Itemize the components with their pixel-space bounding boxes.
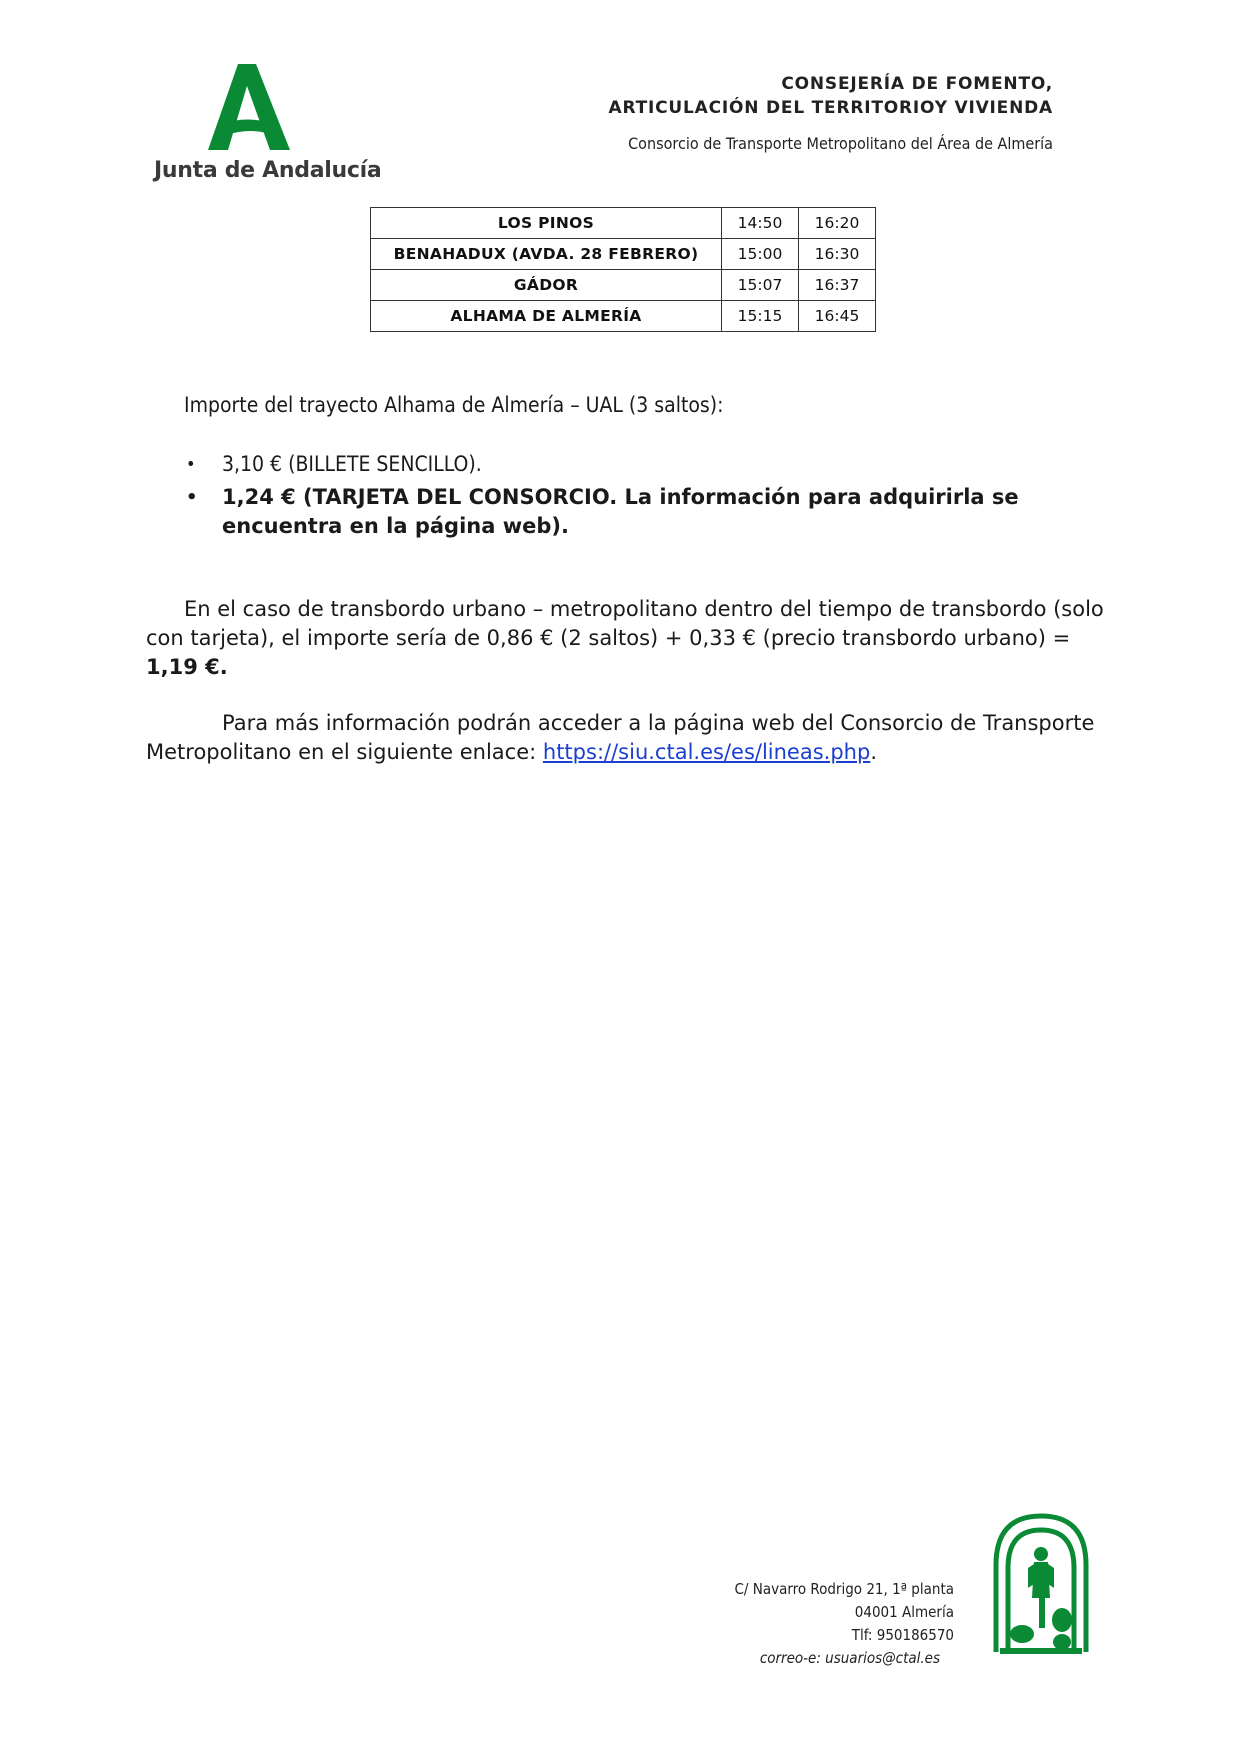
- andalucia-a-icon: [200, 64, 300, 154]
- address-line-2: 04001 Almería: [854, 1603, 954, 1621]
- list-item: [186, 483, 1066, 541]
- stop-name: BENAHADUX (AVDA. 28 FEBRERO): [371, 239, 722, 270]
- transfer-total: 1,19 €.: [146, 655, 228, 679]
- more-info-paragraph: [146, 709, 1126, 767]
- departure-time: 14:50: [722, 208, 799, 239]
- footer-address: [735, 1578, 955, 1670]
- departure-time: 15:07: [722, 270, 799, 301]
- table-row: [371, 208, 876, 239]
- more-info-text: Para más información podrán acceder a la página web del Consorcio de Transporte Metropolitano en el siguiente enlace:: [146, 711, 1095, 764]
- bullet-icon: •: [186, 487, 198, 508]
- timetable: [370, 207, 876, 332]
- stop-name: ALHAMA DE ALMERÍA: [371, 301, 722, 332]
- table-row: [371, 239, 876, 270]
- table-row: [371, 301, 876, 332]
- transfer-text: En el caso de transbordo urbano – metropolitano dentro del tiempo de transbordo (solo con tarjeta), el importe sería de 0,86 € (2 saltos) + 0,33 € (precio transbordo urbano) =: [146, 597, 1104, 650]
- transfer-paragraph: [146, 595, 1126, 682]
- fare-list: [186, 450, 1066, 541]
- address-line-1: C/ Navarro Rodrigo 21, 1ª planta: [734, 1580, 954, 1598]
- bullet-icon: •: [186, 454, 196, 475]
- header-line-3: Consorcio de Transporte Metropolitano del Área de Almería: [628, 134, 1053, 153]
- fare-intro: Importe del trayecto Alhama de Almería – UAL (3 saltos):: [184, 393, 724, 417]
- header-institution: [609, 72, 1053, 153]
- list-item: [186, 450, 1066, 479]
- table-row: [371, 270, 876, 301]
- fare-single-ticket: 3,10 € (BILLETE SENCILLO).: [222, 452, 482, 476]
- email: correo-e: usuarios@ctal.es: [759, 1649, 940, 1667]
- lines-link[interactable]: https://siu.ctal.es/es/lineas.php: [542, 740, 871, 764]
- departure-time: 15:15: [722, 301, 799, 332]
- fare-consortium-card: 1,24 € (TARJETA DEL CONSORCIO. La información para adquirirla se encuentra en la página web).: [222, 485, 1019, 538]
- departure-time: 15:00: [722, 239, 799, 270]
- stop-name: LOS PINOS: [371, 208, 722, 239]
- more-info-end: .: [870, 740, 877, 764]
- header-line-2: ARTICULACIÓN DEL TERRITORIOY VIVIENDA: [608, 98, 1053, 118]
- junta-andalucia-logo: [150, 64, 382, 194]
- departure-time: 16:45: [799, 301, 876, 332]
- logo-text: Junta de Andalucía: [154, 158, 382, 183]
- stop-name: GÁDOR: [371, 270, 722, 301]
- phone: Tlf: 950186570: [851, 1626, 954, 1644]
- header-line-1: CONSEJERÍA DE FOMENTO,: [781, 74, 1053, 94]
- departure-time: 16:30: [799, 239, 876, 270]
- departure-time: 16:37: [799, 270, 876, 301]
- departure-time: 16:20: [799, 208, 876, 239]
- andalucia-seal-icon: [990, 1510, 1092, 1656]
